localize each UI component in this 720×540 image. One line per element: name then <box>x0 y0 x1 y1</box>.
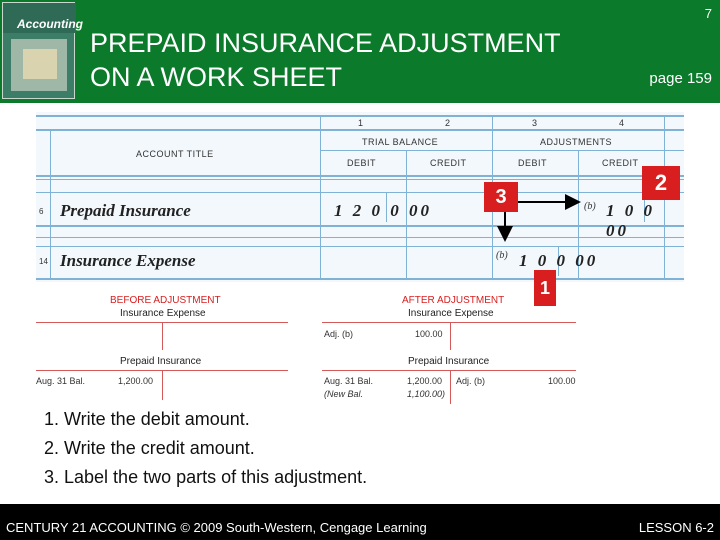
prepaid-insurance-row: Prepaid Insurance <box>60 201 191 220</box>
logo-word: Accounting <box>17 17 83 31</box>
t-account-rule <box>322 370 576 371</box>
copyright-text: CENTURY 21 ACCOUNTING © 2009 South-Western, Cengage Learning <box>6 520 427 535</box>
after-new-balance-label: (New Bal. <box>324 389 364 399</box>
t-account-rule <box>322 322 576 323</box>
tb-debit-header: DEBIT <box>347 158 377 168</box>
title-line-1: PREPAID INSURANCE ADJUSTMENT <box>90 28 561 58</box>
row-number: 14 <box>39 257 48 266</box>
after-insurance-expense-title: Insurance Expense <box>408 308 494 319</box>
after-prepaid-insurance-title: Prepaid Insurance <box>408 356 490 367</box>
col-number: 3 <box>532 118 538 128</box>
insurance-expense-row: Insurance Expense <box>60 251 196 270</box>
adjustment-label: (b) <box>584 201 596 212</box>
tb-credit-header: CREDIT <box>430 158 467 168</box>
col-number: 4 <box>619 118 625 128</box>
adjustment-label: (b) <box>496 250 508 261</box>
after-heading: AFTER ADJUSTMENT <box>402 295 505 306</box>
title-line-2: ON A WORK SHEET <box>90 62 343 92</box>
before-balance-value: 1,200.00 <box>118 376 154 386</box>
page-reference: page 159 <box>649 70 712 87</box>
slide-number: 7 <box>704 6 712 21</box>
t-account-rule <box>162 370 163 400</box>
after-expense-adj-label: Adj. (b) <box>324 329 354 339</box>
adj-debit-header: DEBIT <box>518 158 548 168</box>
lesson-label: LESSON 6-2 <box>638 520 714 535</box>
row-number: 6 <box>39 207 44 216</box>
before-prepaid-insurance-title: Prepaid Insurance <box>120 356 202 367</box>
adj-credit-header: CREDIT <box>602 158 639 168</box>
col-number: 2 <box>445 118 451 128</box>
footer-bar <box>0 504 720 540</box>
step-item: 3. Label the two parts of this adjustment. <box>44 467 368 487</box>
t-account-rule <box>450 370 451 404</box>
adj-credit-amount: 1 0 0 00 <box>606 201 655 240</box>
after-credit-adj-label: Adj. (b) <box>456 376 486 386</box>
callout-3: 3 <box>484 182 518 212</box>
callout-2: 2 <box>642 166 680 200</box>
t-account-rule <box>162 322 163 350</box>
after-credit-adj-value: 100.00 <box>548 376 576 386</box>
account-title-header: ACCOUNT TITLE <box>136 149 214 159</box>
before-heading: BEFORE ADJUSTMENT <box>110 295 221 306</box>
after-new-balance-value: 1,100.00) <box>407 389 446 399</box>
before-balance-label: Aug. 31 Bal. <box>36 376 86 386</box>
adj-debit-amount: 1 0 0 00 <box>519 251 599 270</box>
after-balance-value: 1,200.00 <box>407 376 443 386</box>
after-balance-label: Aug. 31 Bal. <box>324 376 374 386</box>
after-expense-adj-value: 100.00 <box>415 329 443 339</box>
step-item: 1. Write the debit amount. <box>44 409 250 429</box>
adjustments-header: ADJUSTMENTS <box>540 137 613 147</box>
callout-1: 1 <box>534 270 556 306</box>
col-number: 1 <box>358 118 364 128</box>
step-item: 2. Write the credit amount. <box>44 438 255 458</box>
t-account-rule <box>450 322 451 350</box>
tb-debit-amount: 1 2 0 0 00 <box>334 201 432 220</box>
before-insurance-expense-title: Insurance Expense <box>120 308 206 319</box>
instruction-steps <box>44 405 367 492</box>
trial-balance-header: TRIAL BALANCE <box>362 137 439 147</box>
